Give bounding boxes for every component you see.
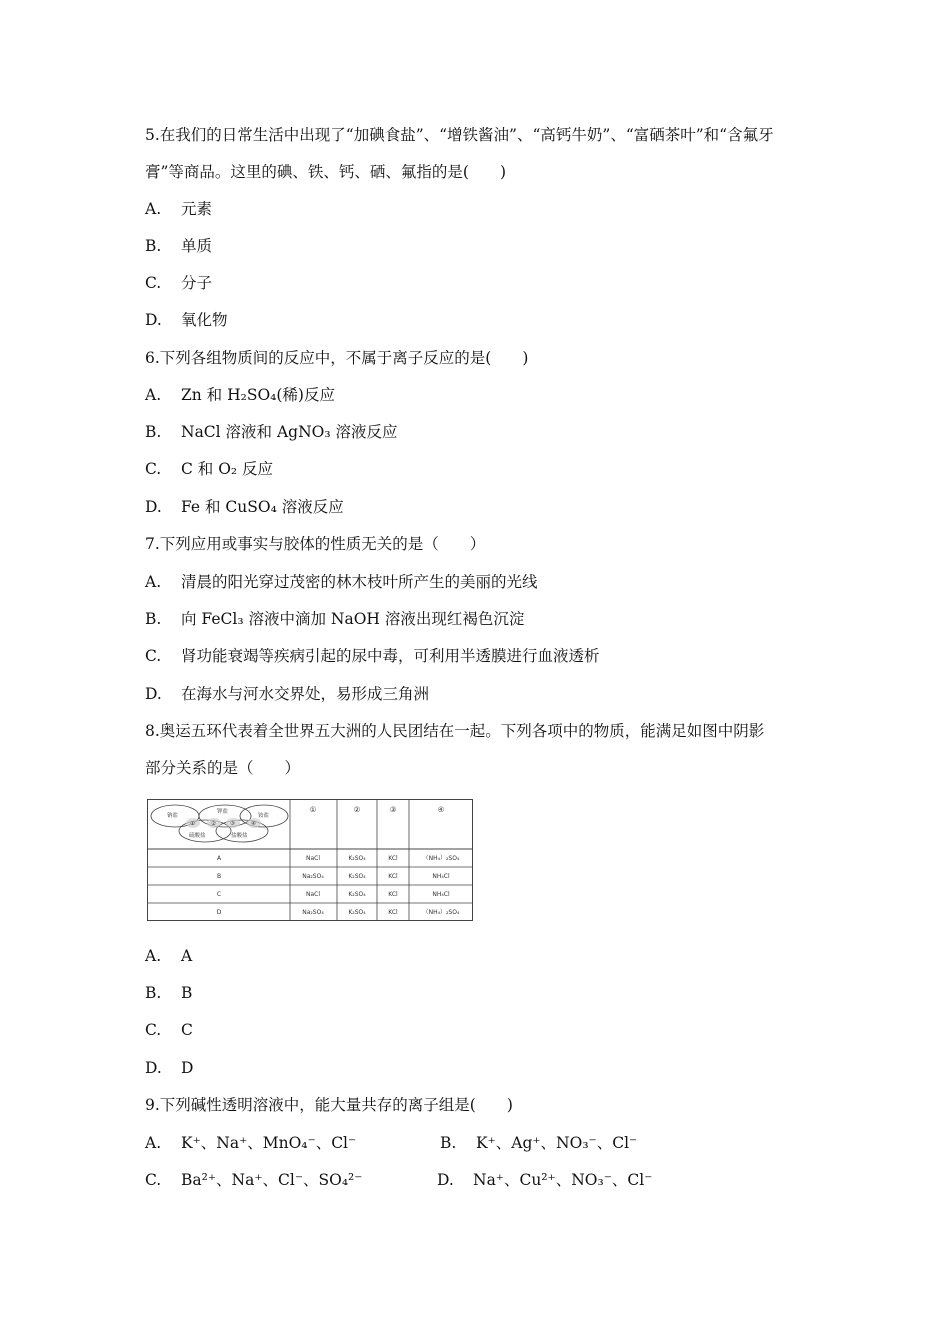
q8-stem-line1: 8.奥运五环代表着全世界五大洲的人民团结在一起。下列各项中的物质，能满足如图中阴影 xyxy=(145,722,765,740)
header-col-1: ① xyxy=(309,805,317,814)
q5-stem-line1: 5.在我们的日常生活中出现了“加碘食盐”、“增铁酱油”、“高钙牛奶”、“富硒茶叶”和“含氟牙 xyxy=(145,126,774,144)
marker-2: ② xyxy=(211,821,216,827)
marker-1: ① xyxy=(190,821,195,827)
q7-option-a: A. 清晨的阳光穿过茂密的林木枝叶所产生的美丽的光线 xyxy=(145,573,538,591)
q6-option-d: D. Fe 和 CuSO₄ 溶液反应 xyxy=(145,498,344,516)
q8-option-c: C. C xyxy=(145,1021,193,1039)
row-a-label: A xyxy=(216,855,222,862)
row-a-cell-1: NaCl xyxy=(305,855,321,862)
row-a-cell-3: KCl xyxy=(388,855,398,862)
q9-option-a: A. K⁺、Na⁺、MnO₄⁻、Cl⁻ xyxy=(145,1134,357,1152)
q9-option-c: C. Ba²⁺、Na⁺、Cl⁻、SO₄²⁻ xyxy=(145,1171,363,1189)
q8-stem-line2: 部分关系的是（ ） xyxy=(145,759,301,777)
row-d-cell-3: KCl xyxy=(388,909,398,916)
q5-stem-line2: 膏”等商品。这里的碘、铁、钙、硒、氟指的是( ) xyxy=(145,163,507,181)
q8-option-a: A. A xyxy=(145,947,193,965)
row-a-cell-4: （NH₄）₂SO₄ xyxy=(422,855,460,862)
row-c-cell-3: KCl xyxy=(388,891,398,898)
q8-option-b: B. B xyxy=(145,984,193,1002)
row-c-cell-4: NH₄Cl xyxy=(432,891,450,898)
q7-option-c: C. 肾功能衰竭等疾病引起的尿中毒，可利用半透膜进行血液透析 xyxy=(145,647,600,665)
header-col-4: ④ xyxy=(437,805,445,814)
row-d-cell-4: （NH₄）₂SO₄ xyxy=(422,909,460,916)
header-col-2: ② xyxy=(353,805,361,814)
row-b-label: B xyxy=(216,873,222,880)
q7-option-d: D. 在海水与河水交界处，易形成三角洲 xyxy=(145,685,430,703)
header-col-3: ③ xyxy=(389,805,397,814)
row-b-cell-3: KCl xyxy=(388,873,398,880)
row-b-cell-1: Na₂SO₄ xyxy=(302,873,324,880)
q5-option-d: D. 氧化物 xyxy=(145,311,228,329)
q8-figure-table xyxy=(147,799,473,921)
row-b-cell-4: NH₄Cl xyxy=(432,873,450,880)
q9-option-d: D. Na⁺、Cu²⁺、NO₃⁻、Cl⁻ xyxy=(437,1171,653,1189)
q9-stem: 9.下列碱性透明溶液中，能大量共存的离子组是( ) xyxy=(145,1096,513,1114)
q7-stem: 7.下列应用或事实与胶体的性质无关的是（ ） xyxy=(145,535,486,553)
row-c-cell-1: NaCl xyxy=(305,891,321,898)
row-d-cell-2: K₂SO₄ xyxy=(348,909,366,916)
label-sulfate: 硫酸盐 xyxy=(189,833,206,839)
q8-option-d: D. D xyxy=(145,1059,194,1077)
label-ammonium-salt: 铵盐 xyxy=(258,813,270,819)
row-c-label: C xyxy=(216,891,222,898)
label-sodium-salt: 钠盐 xyxy=(167,813,179,819)
q6-option-b: B. NaCl 溶液和 AgNO₃ 溶液反应 xyxy=(145,423,398,441)
marker-4: ④ xyxy=(251,821,256,827)
row-c-cell-2: K₂SO₄ xyxy=(348,891,366,898)
q6-stem: 6.下列各组物质间的反应中，不属于离子反应的是( ) xyxy=(145,349,529,367)
q6-option-a: A. Zn 和 H₂SO₄(稀)反应 xyxy=(145,386,335,404)
row-a-cell-2: K₂SO₄ xyxy=(348,855,366,862)
row-b-cell-2: K₂SO₄ xyxy=(348,873,366,880)
label-chloride: 盐酸盐 xyxy=(231,833,248,839)
q7-option-b: B. 向 FeCl₃ 溶液中滴加 NaOH 溶液出现红褐色沉淀 xyxy=(145,610,525,628)
label-potassium-salt: 钾盐 xyxy=(217,809,229,815)
row-d-label: D xyxy=(216,909,222,916)
marker-3: ③ xyxy=(230,821,235,827)
q9-option-b: B. K⁺、Ag⁺、NO₃⁻、Cl⁻ xyxy=(440,1134,638,1152)
q5-option-b: B. 单质 xyxy=(145,237,213,255)
q6-option-c: C. C 和 O₂ 反应 xyxy=(145,460,274,478)
q5-option-a: A. 元素 xyxy=(145,200,213,218)
q5-option-c: C. 分子 xyxy=(145,274,213,292)
row-d-cell-1: Na₂SO₄ xyxy=(302,909,324,916)
